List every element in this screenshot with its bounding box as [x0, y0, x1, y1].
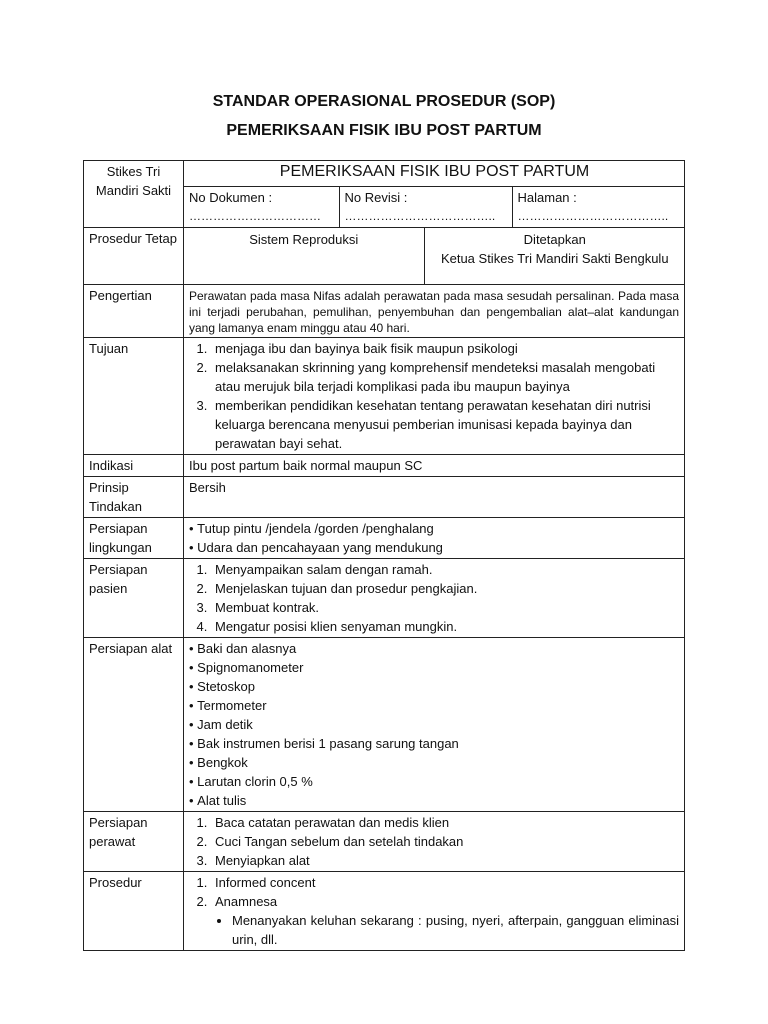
- prosedur-label: Prosedur: [84, 872, 184, 951]
- persiapan-perawat-cell: [184, 812, 685, 872]
- no-revisi-value: ………………………………..: [344, 209, 496, 223]
- list-item: • Jam detik: [189, 715, 679, 734]
- sop-heading: PEMERIKSAAN FISIK IBU POST PARTUM: [184, 161, 685, 187]
- list-item: 2. melaksanakan skrinning yang komprehensif mendeteksi masalah mengobati atau merujuk bila terjadi komplikasi pada ibu maupun bayinya: [211, 358, 679, 396]
- list-item: • Menanyakan keluhan sekarang : pusing, nyeri, afterpain, gangguan eliminasi urin, dll.: [232, 911, 679, 949]
- tujuan-label: Tujuan: [84, 338, 184, 455]
- halaman-value: ………………………………..: [517, 209, 669, 223]
- institution-name: Stikes Tri Mandiri Sakti: [84, 161, 184, 228]
- list-item: 2. Anamnesa: [211, 892, 679, 911]
- document-subtitle: PEMERIKSAAN FISIK IBU POST PARTUM: [226, 122, 542, 139]
- list-item: 1. Menyampaikan salam dengan ramah.: [211, 560, 679, 579]
- list-item: • Bak instrumen berisi 1 pasang sarung tangan: [189, 734, 679, 753]
- pengertian-row: [84, 285, 685, 338]
- persiapan-pasien-label: Persiapan pasien: [84, 559, 184, 638]
- list-item: • Alat tulis: [189, 791, 679, 810]
- halaman-label: Halaman :: [517, 190, 577, 205]
- prinsip-text: Bersih: [184, 477, 685, 518]
- header-row: [84, 161, 685, 228]
- list-item: 2. Menjelaskan tujuan dan prosedur pengkajian.: [211, 579, 679, 598]
- list-item: • Bengkok: [189, 753, 679, 772]
- prosedur-tetap-label: Prosedur Tetap: [84, 228, 184, 285]
- tujuan-row: [84, 338, 685, 455]
- persiapan-pasien-row: [84, 559, 685, 638]
- list-item: • Spignomanometer: [189, 658, 679, 677]
- list-item: 3. Menyiapkan alat: [211, 851, 679, 870]
- list-item: • Larutan clorin 0,5 %: [189, 772, 679, 791]
- ditetapkan-label: Ditetapkan: [523, 232, 586, 247]
- prinsip-row: [84, 477, 685, 518]
- persiapan-lingkungan-cell: [184, 518, 685, 559]
- list-item: 3. Membuat kontrak.: [211, 598, 679, 617]
- no-dokumen-label: No Dokumen :: [189, 190, 273, 205]
- persiapan-perawat-label: Persiapan perawat: [84, 812, 184, 872]
- list-item: 3. memberikan pendidikan kesehatan tentang perawatan kesehatan diri nutrisi keluarga berencana menyusui pemberian imunisasi kepada bayinya dan perawatan bayi sehat.: [211, 396, 679, 453]
- persiapan-perawat-row: [84, 812, 685, 872]
- no-revisi-cell: [339, 187, 512, 228]
- tujuan-cell: [184, 338, 685, 455]
- list-item: • Stetoskop: [189, 677, 679, 696]
- document-title: STANDAR OPERASIONAL PROSEDUR (SOP): [212, 93, 556, 110]
- indikasi-label: Indikasi: [84, 455, 184, 477]
- list-item: • Termometer: [189, 696, 679, 715]
- system-name: Sistem Reproduksi: [184, 228, 424, 284]
- persiapan-alat-cell: [184, 638, 685, 812]
- no-dokumen-cell: [184, 187, 339, 228]
- persiapan-lingkungan-label: Persiapan lingkungan: [84, 518, 184, 559]
- persiapan-alat-label: Persiapan alat: [84, 638, 184, 812]
- ditetapkan-cell: [424, 228, 685, 284]
- list-item: 1. menjaga ibu dan bayinya baik fisik maupun psikologi: [211, 339, 679, 358]
- list-item: 1. Baca catatan perawatan dan medis klien: [211, 813, 679, 832]
- list-item: • Baki dan alasnya: [189, 639, 679, 658]
- prinsip-label: Prinsip Tindakan: [84, 477, 184, 518]
- prosedur-row: [84, 872, 685, 951]
- pengertian-text: Perawatan pada masa Nifas adalah perawatan pada masa sesudah persalinan. Pada masa ini terjadi perubahan, pemulihan, penyembuhan dan pengembalian alat–alat kandungan yang lamanya enam minggu atau 40 hari.: [184, 285, 685, 338]
- list-item: • Tutup pintu /jendela /gorden /penghalang: [189, 519, 679, 538]
- list-item: • Udara dan pencahayaan yang mendukung: [189, 538, 679, 557]
- halaman-cell: [512, 187, 685, 228]
- persiapan-pasien-cell: [184, 559, 685, 638]
- sop-table: [83, 160, 685, 951]
- persiapan-lingkungan-row: [84, 518, 685, 559]
- no-revisi-label: No Revisi :: [344, 190, 408, 205]
- list-item: 2. Cuci Tangan sebelum dan setelah tindakan: [211, 832, 679, 851]
- persiapan-alat-row: [84, 638, 685, 812]
- indikasi-text: Ibu post partum baik normal maupun SC: [184, 455, 685, 477]
- list-item: 1. Informed concent: [211, 873, 679, 892]
- ditetapkan-by: Ketua Stikes Tri Mandiri Sakti Bengkulu: [440, 251, 669, 266]
- no-dokumen-value: ……………………………: [189, 209, 321, 223]
- pengertian-label: Pengertian: [84, 285, 184, 338]
- header-cell: [184, 161, 685, 228]
- prosedur-cell: [184, 872, 685, 951]
- indikasi-row: [84, 455, 685, 477]
- list-item: 4. Mengatur posisi klien senyaman mungkin.: [211, 617, 679, 636]
- tujuan-list: [189, 339, 679, 453]
- prosedur-tetap-cell: [184, 228, 685, 285]
- prosedur-tetap-row: [84, 228, 685, 285]
